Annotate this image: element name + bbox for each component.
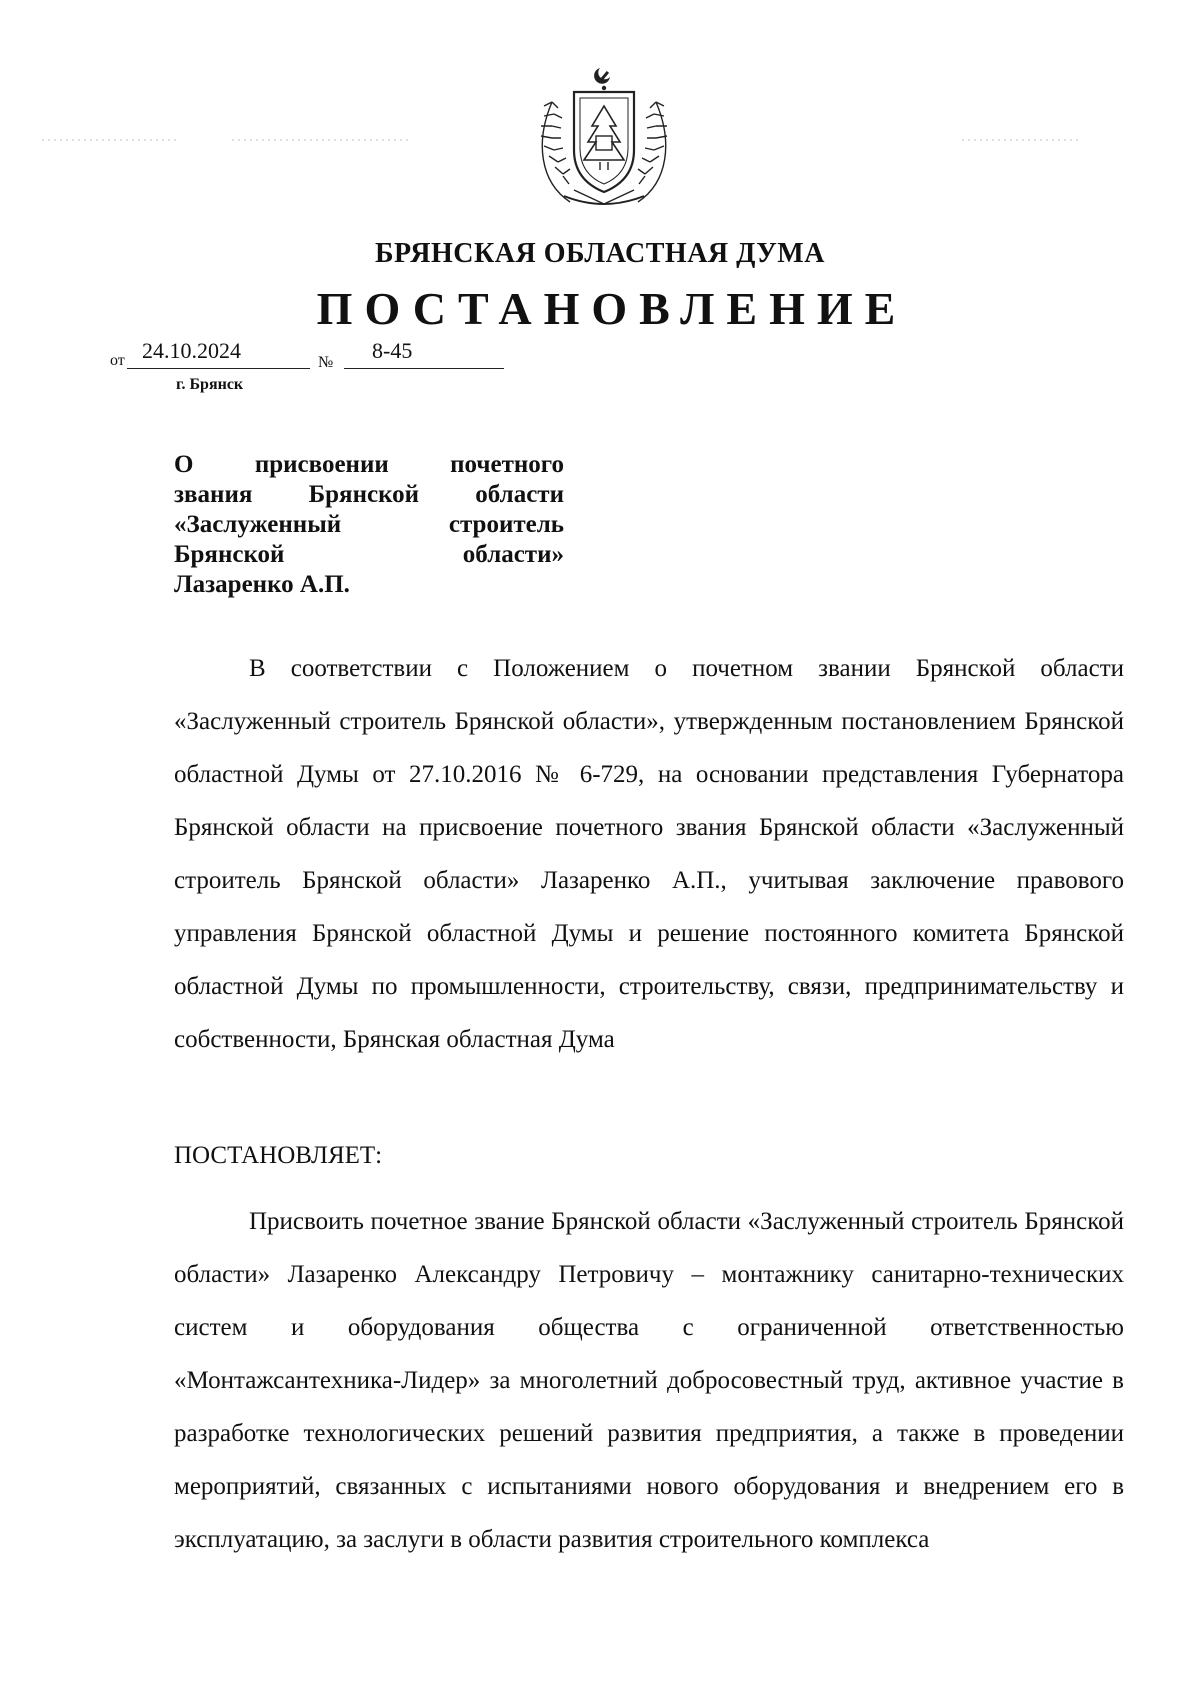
scan-noise <box>230 138 410 142</box>
document-subject <box>174 450 564 600</box>
number-underline <box>344 368 504 369</box>
subject-line: «Заслуженный строитель <box>174 511 564 538</box>
subject-line: Лазаренко А.П. <box>174 571 350 598</box>
document-date: 24.10.2024 <box>142 338 241 363</box>
document-number: 8-45 <box>372 338 413 363</box>
date-prefix: от <box>110 352 125 369</box>
scan-noise <box>40 138 180 142</box>
preamble-paragraph: В соответствии с Положением о почетном звании Брянской области «Заслуженный строитель Брянской области», утвержденным постановлением Брянской областной Думы от 27.10.2016 № 6-729, на основании представления Губернатора Брянской области на присвоение почетного звания Брянской области «Заслуженный строитель Брянской области» Лазаренко А.П., учитывая заключение правового управления Брянской областной Думы и решение постоянного комитета Брянской областной Думы по промышленности, строительству, связи, предпринимательству и собственности, Брянская областная Дума <box>174 655 1124 1053</box>
body-section <box>174 642 1124 1066</box>
body-section <box>174 1195 1124 1566</box>
organization-name: БРЯНСКАЯ ОБЛАСТНАЯ ДУМА <box>375 238 825 269</box>
subject-line: Брянской области» <box>174 541 564 568</box>
number-prefix: № <box>318 354 334 371</box>
coat-of-arms-emblem <box>530 62 678 212</box>
scan-noise <box>960 138 1080 142</box>
decree-heading: ПОСТАНОВЛЯЕТ: <box>174 1142 383 1169</box>
date-underline <box>127 368 310 369</box>
subject-line: звания Брянской области <box>174 481 564 508</box>
subject-line: О присвоении почетного <box>174 451 564 478</box>
document-type: ПОСТАНОВЛЕНИЕ <box>316 283 908 334</box>
resolution-paragraph: Присвоить почетное звание Брянской области «Заслуженный строитель Брянской области» Лазаренко Александру Петровичу – монтажнику санитарно-технических систем и оборудования общества с ограниченной ответственностью «Монтажсантехника-Лидер» за многолетний добросовестный труд, активное участие в разработке технологических решений развития предприятия, а также в проведении мероприятий, связанных с испытаниями нового оборудования и внедрением его в эксплуатацию, за заслуги в области развития строительного комплекса <box>174 1208 1124 1553</box>
city: г. Брянск <box>176 376 244 393</box>
